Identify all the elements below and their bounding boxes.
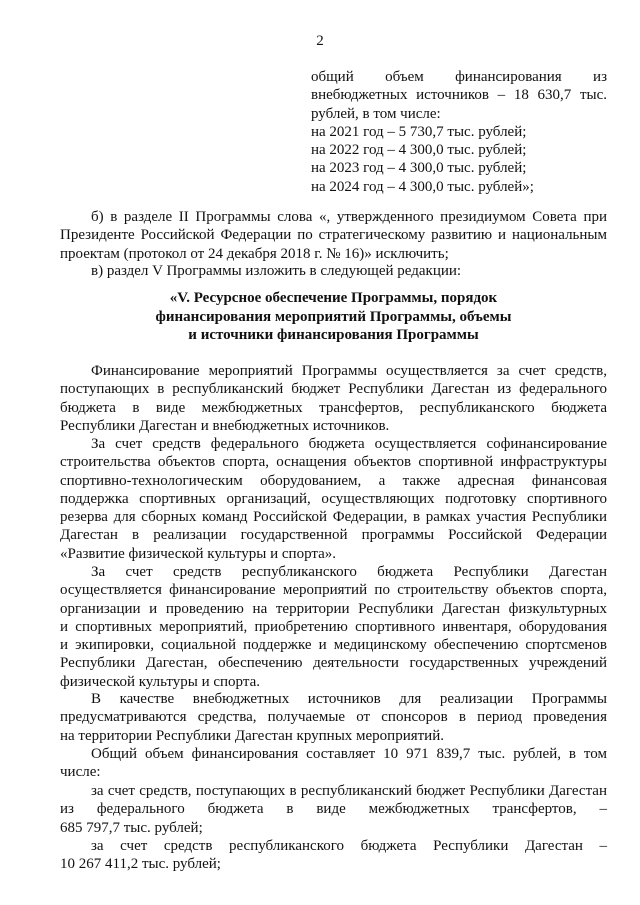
funding-summary-block [311, 68, 607, 196]
amendment-v-line: в) раздел V Программы изложить в следующей редакции: [91, 263, 462, 279]
section-heading-line: и источники финансирования Программы [188, 327, 479, 343]
paragraph-line: числе: [60, 764, 101, 781]
paragraph-line: Общий объем финансирования составляет 10 971 839,7 тыс. рублей, в том [91, 746, 607, 762]
paragraph-line: за счет средств республиканского бюджета Республики Дагестан – [91, 838, 607, 854]
paragraph-line: за счет средств, поступающих в республиканский бюджет Республики Дагестан [91, 783, 607, 799]
page-number: 2 [316, 33, 324, 49]
paragraph-federal-transfers [60, 782, 607, 837]
paragraph-line: и спортивных мероприятий, приобретению спортивного инвентаря, оборудования [60, 618, 607, 635]
section-heading-line: финансирования мероприятий Программы, объемы [155, 308, 512, 325]
paragraph-line: бюджета в виде межбюджетных трансфертов, республиканского бюджета [60, 399, 607, 416]
amendment-b-paragraph [60, 208, 607, 263]
amendment-b-line: проектам (протокол от 24 декабря 2018 г. № 16)» исключить; [60, 245, 449, 262]
funding-year-2023: на 2023 год – 4 300,0 тыс. рублей; [311, 160, 527, 177]
amendment-v-paragraph [60, 262, 607, 280]
funding-year-2024: на 2024 год – 4 300,0 тыс. рублей»; [311, 178, 534, 195]
paragraph-line: поддержка спортивных организаций, осуществляющих подготовку спортивного [60, 490, 607, 507]
paragraph-line: Финансирование мероприятий Программы осуществляется за счет средств, [91, 363, 607, 379]
paragraph-line: 685 797,7 тыс. рублей; [60, 819, 203, 836]
paragraph-line: предусматриваются средства, получаемые от спонсоров в период проведения [60, 709, 607, 726]
section-heading-line: «V. Ресурсное обеспечение Программы, порядок [169, 290, 498, 306]
paragraph-financing-sources [60, 362, 607, 435]
paragraph-line: Республики Дагестан, обеспечению деятельности государственных учреждений [60, 655, 607, 672]
paragraph-line: За счет средств республиканского бюджета Республики Дагестан [91, 564, 607, 580]
paragraph-line: 10 267 411,2 тыс. рублей; [60, 856, 221, 873]
amendment-b-line: б) в разделе II Программы слова «, утвержденного президиумом Совета при [91, 209, 607, 225]
section-heading [60, 289, 607, 345]
paragraph-line: строительства объектов спорта, оснащения объектов спортивной инфраструктуры [60, 454, 607, 471]
funding-including-line: рублей, в том числе: [311, 105, 441, 122]
paragraph-line: «Развитие физической культуры и спорта». [60, 545, 337, 562]
paragraph-line: из федерального бюджета в виде межбюджетных трансфертов, – [60, 801, 607, 818]
amendment-b-line: Президенте Российской Федерации по стратегическому развитию и национальным [60, 227, 607, 244]
paragraph-line: В качестве внебюджетных источников для реализации Программы [91, 691, 607, 707]
paragraph-line: резерва для сборных команд Российской Федерации, в рамках участия Республики [60, 509, 607, 526]
paragraph-line: организации и проведению на территории Республики Дагестан физкультурных [60, 600, 607, 617]
paragraph-extrabudget-sources [60, 690, 607, 745]
funding-total-line: общий объем финансирования из [311, 69, 607, 85]
paragraph-line: физической культуры и спорта. [60, 673, 261, 690]
funding-year-2022: на 2022 год – 4 300,0 тыс. рублей; [311, 142, 527, 159]
paragraph-republic-funds [60, 837, 607, 874]
paragraph-line: на территории Республики Дагестан крупных мероприятий. [60, 727, 444, 744]
paragraph-line: Дагестан в реализации государственной программы Российской Федерации [60, 527, 607, 544]
paragraph-line: и экипировки, социальной поддержке и медицинскому обеспечению спортсменов [60, 637, 607, 654]
paragraph-line: За счет средств федерального бюджета осуществляется софинансирование [91, 436, 607, 452]
paragraph-line: Республики Дагестан и внебюджетных источников. [60, 417, 390, 434]
paragraph-federal-budget [60, 435, 607, 563]
paragraph-line: спортивно-технологическим оборудованием, а также адресная финансовая [60, 472, 607, 489]
paragraph-line: осуществляется финансирование мероприятий по строительству объектов спорта, [60, 582, 607, 599]
paragraph-total-funding [60, 745, 607, 782]
funding-year-2021: на 2021 год – 5 730,7 тыс. рублей; [311, 123, 527, 140]
paragraph-line: поступающих в республиканский бюджет Республики Дагестан из федерального [60, 381, 607, 398]
funding-extrabudget-line: внебюджетных источников – 18 630,7 тыс. [311, 87, 607, 104]
paragraph-republic-budget [60, 563, 607, 691]
